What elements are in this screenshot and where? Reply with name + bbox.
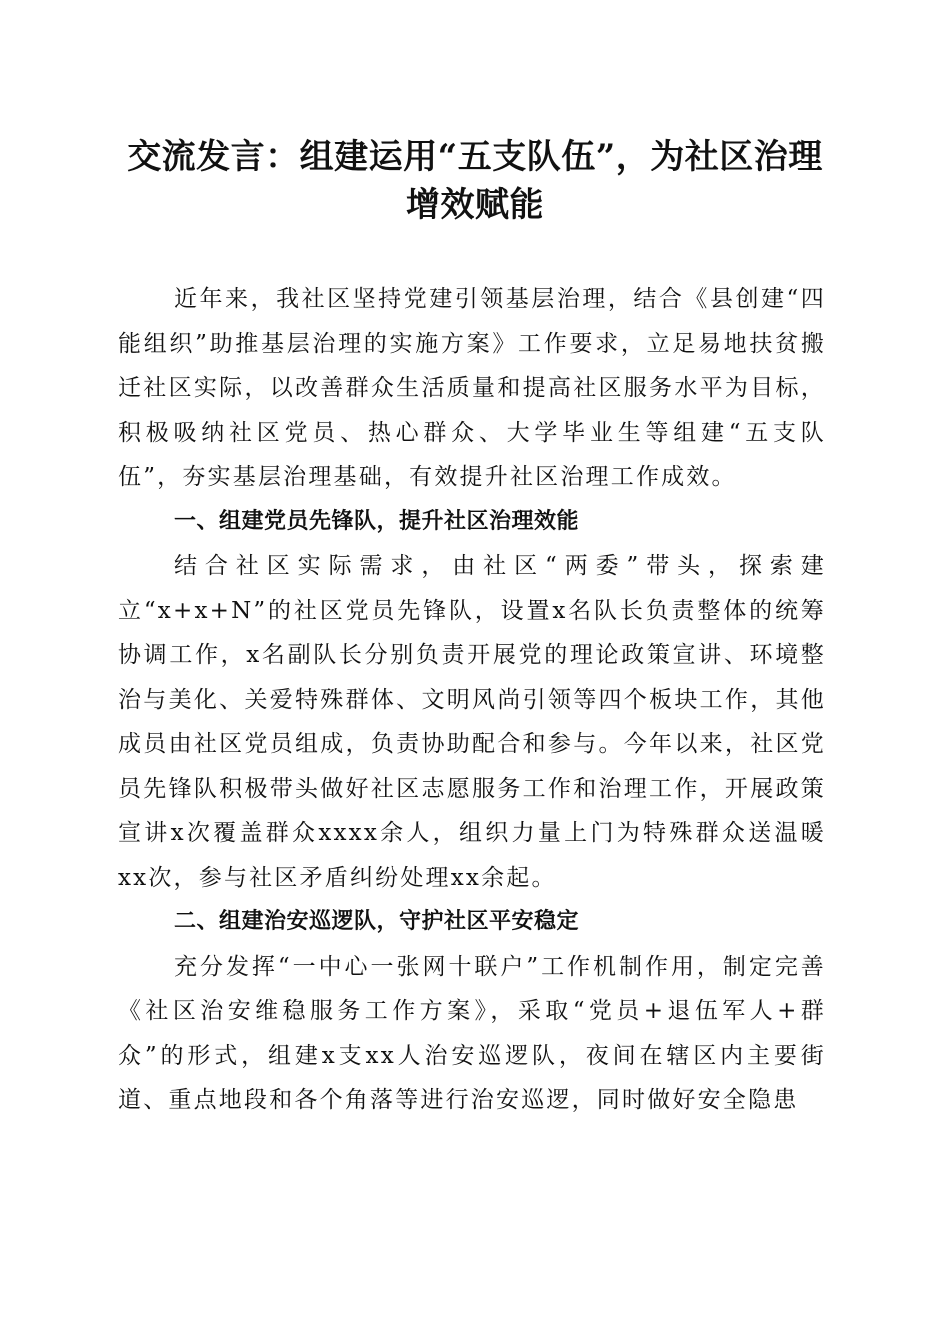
section-body-1: 结合社区实际需求，由社区“两委”带头，探索建立“x+x+N”的社区党员先锋队，设置x名队长负责整体的统筹协调工作，x名副队长分别负责开展党的理论政策宣讲、环境整治与美化、关爱特殊群体、文明风尚引领等四个板块工作，其他成员由社区党员组成，负责协助配合和参与。今年以来，社区党员先锋队积极带头做好社区志愿服务工作和治理工作，开展政策宣讲x次覆盖群众xxxx余人，组织力量上门为特殊群众送温暖xx次，参与社区矛盾纠纷处理xx余起。 [118,553,826,891]
section-body-2: 充分发挥“一中心一张网十联户”工作机制作用，制定完善《社区治安维稳服务工作方案》，采取“党员+退伍军人+群众”的形式，组建x支xx人治安巡逻队，夜间在辖区内主要街道、重点地段和各个角落等进行治安巡逻，同时做好安全隐患 [118,953,826,1113]
section-heading-2: 二、组建治安巡逻队，守护社区平安稳定 [174,909,580,934]
document-body [118,277,826,1123]
intro-paragraph: 近年来，我社区坚持党建引领基层治理，结合《县创建“四能组织”助推基层治理的实施方案》工作要求，立足易地扶贫搬迁社区实际，以改善群众生活质量和提高社区服务水平为目标，积极吸纳社区党员、热心群众、大学毕业生等组建“五支队伍”，夯实基层治理基础，有效提升社区治理工作成效。 [118,286,826,490]
section-heading-1: 一、组建党员先锋队，提升社区治理效能 [174,508,580,534]
document-title: 交流发言：组建运用“五支队伍”，为社区治理增效赋能 [127,137,823,225]
